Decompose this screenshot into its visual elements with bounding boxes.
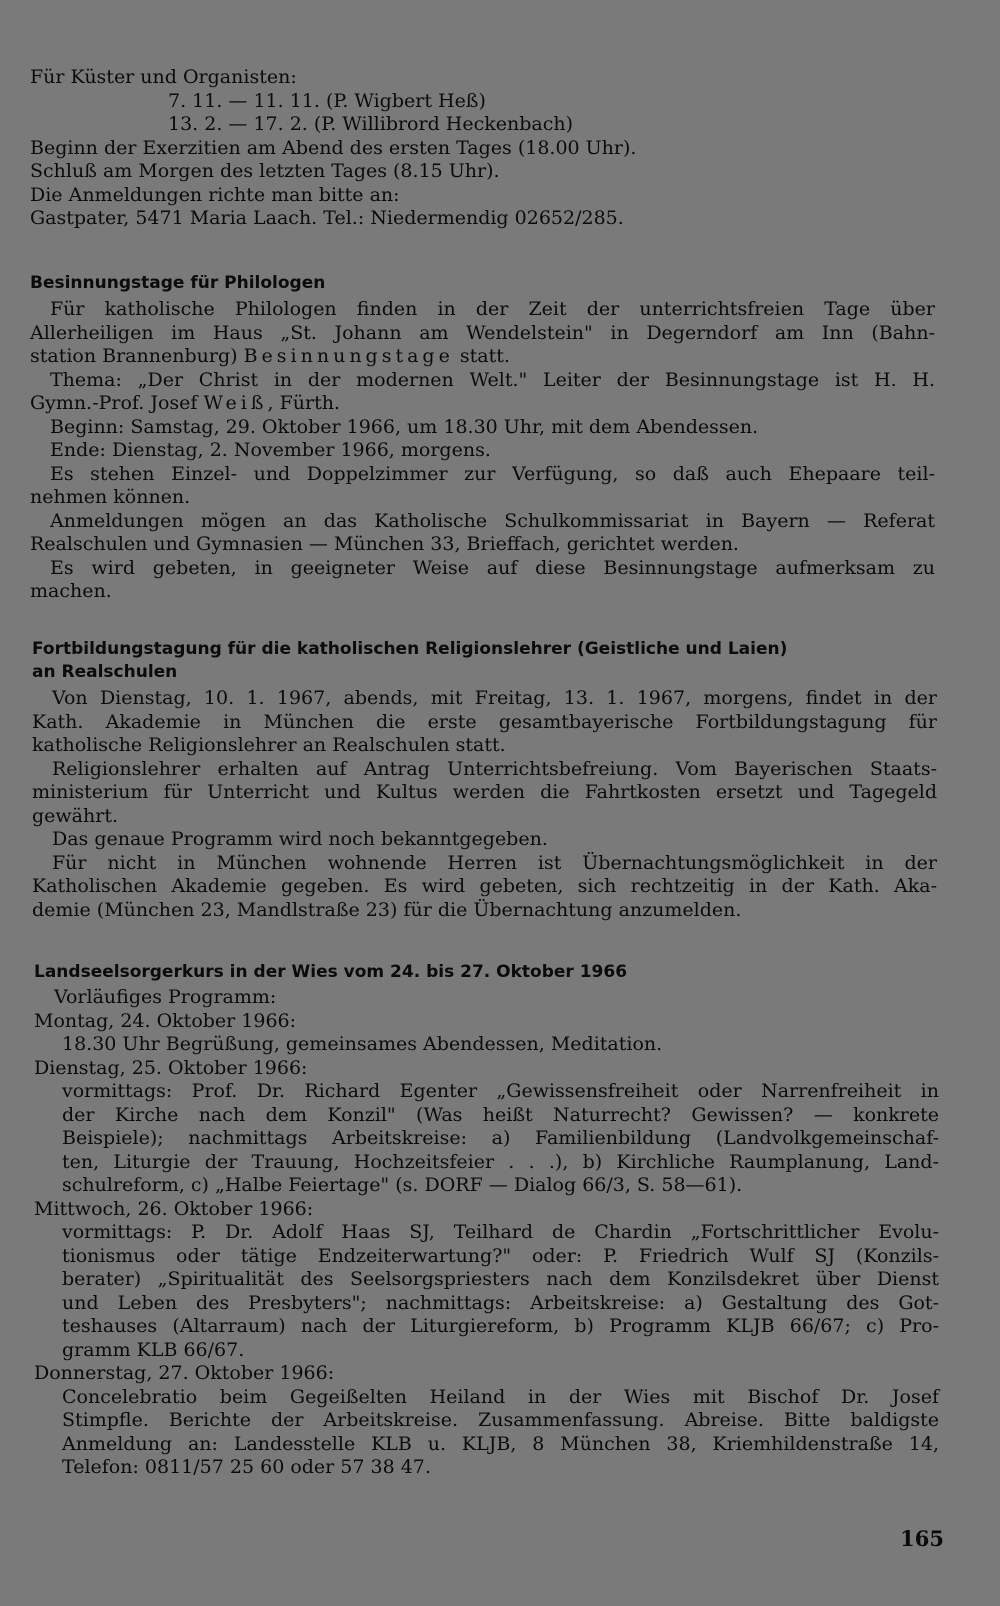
text-line: gewährt. [32,804,118,827]
program-line: Stimpfle. Berichte der Arbeitskreise. Zusammenfassung. Abreise. Bitte baldigste [62,1409,939,1431]
text-line: Von Dienstag, 10. 1. 1967, abends, mit Freitag, 13. 1. 1967, morgens, findet in der [52,687,937,709]
text-fragment: station Brannenburg) [30,345,238,367]
text-fragment: statt. [459,345,510,367]
section-heading: Landseelsorgerkurs in der Wies vom 24. bis 27. Oktober 1966 [34,962,628,982]
day-heading: Mittwoch, 26. Oktober 1966: [34,1197,314,1220]
day-heading: Donnerstag, 27. Oktober 1966: [34,1362,335,1384]
section-fortbildung [32,638,937,922]
section-heading: Besinnungstage für Philologen [30,273,326,293]
program-line: tionismus oder tätige Endzeiterwartung?" oder: P. Friedrich Wulf SJ (Konzils- [62,1244,939,1267]
text-line: Für nicht in München wohnende Herren ist Übernachtungsmöglichkeit in der [52,851,937,874]
text-line: Es wird gebeten, in geeigneter Weise auf diese Besinnungstage aufmerksam zu [50,556,935,579]
text-line: Anmeldungen mögen an das Katholische Schulkommissariat in Bayern — Referat [50,509,935,532]
text-line: Allerheiligen im Haus „St. Johann am Wendelstein" in Degerndorf am Inn (Bahn- [30,321,935,344]
text-line: Ende: Dienstag, 2. November 1966, morgens. [50,439,491,461]
text-line: Beginn: Samstag, 29. Oktober 1966, um 18.30 Uhr, mit dem Abendessen. [50,415,759,438]
spaced-term: Besinnungstage [243,345,454,367]
program-line: schulreform, c) „Halbe Feiertage" (s. DORF — Dialog 66/3, S. 58—61). [62,1174,743,1196]
section-kuester [30,66,935,231]
day-heading: Montag, 24. Oktober 1966: [34,1009,297,1032]
section-heading-cont: an Realschulen [32,662,178,682]
program-line: 18.30 Uhr Begrüßung, gemeinsames Abendessen, Meditation. [62,1033,663,1055]
text-line: katholische Religionslehrer an Realschulen statt. [32,734,506,756]
text-line: Katholischen Akademie gegeben. Es wird gebeten, sich rechtzeitig in der Kath. Aka- [32,875,937,897]
date-line: 13. 2. — 17. 2. (P. Willibrord Heckenbach) [168,113,574,135]
program-line: ten, Liturgie der Trauung, Hochzeitsfeier . . .), b) Kirchliche Raumplanung, Land- [62,1150,939,1173]
program-subheading: Vorläufiges Programm: [54,986,277,1008]
day-heading: Dienstag, 25. Oktober 1966: [34,1056,308,1079]
program-line: Beispiele); nachmittags Arbeitskreise: a) Familienbildung (Landvolkgemeinschaf- [62,1127,939,1149]
text-line: Religionslehrer erhalten auf Antrag Unterrichtsbefreiung. Vom Bayerischen Staats- [52,757,937,780]
section-landseelsorge [34,961,939,1480]
text-line: Thema: „Der Christ in der modernen Welt." Leiter der Besinnungstage ist H. H. [50,368,935,391]
text-line: nehmen können. [30,486,191,508]
date-line: 7. 11. — 11. 11. (P. Wigbert Heß) [168,89,486,112]
program-line: vormittags: P. Dr. Adolf Haas SJ, Teilhard de Chardin „Fortschrittlicher Evolu- [62,1221,939,1243]
program-line: teshauses (Altarraum) nach der Liturgiereform, b) Programm KLJB 66/67; c) Pro- [62,1315,939,1337]
text-line: Beginn der Exerzitien am Abend des ersten Tages (18.00 Uhr). [30,136,637,159]
program-line: der Kirche nach dem Konzil" (Was heißt Naturrecht? Gewissen? — konkrete [62,1103,939,1126]
text-line: Gastpater, 5471 Maria Laach. Tel.: Niedermendig 02652/285. [30,207,624,229]
spaced-name: Weiß [203,392,268,414]
text-line: demie (München 23, Mandlstraße 23) für die Übernachtung anzumelden. [32,898,742,921]
program-line: vormittags: Prof. Dr. Richard Egenter „Gewissensfreiheit oder Narrenfreiheit in [62,1080,939,1102]
text-line: Schluß am Morgen des letzten Tages (8.15 Uhr). [30,160,500,182]
program-line: und Leben des Presbyters"; nachmittags: Arbeitskreise: a) Gestaltung des Got- [62,1291,939,1314]
text-line: Für katholische Philologen finden in der Zeit der unterrichtsfreien Tage über [50,298,935,320]
text-fragment: Gymn.-Prof. Josef [30,392,198,414]
text-fragment: , Fürth. [267,392,340,414]
page-number: 165 [900,1526,944,1551]
section-heading: Fortbildungstagung für die katholischen Religionslehrer (Geistliche und Laien) [32,639,788,659]
text-line: machen. [30,580,112,602]
section-philologen [30,272,935,604]
text-line: Realschulen und Gymnasien — München 33, Brieffach, gerichtet werden. [30,533,739,555]
text-line: Es stehen Einzel- und Doppelzimmer zur Verfügung, so daß auch Ehepaare teil- [50,462,935,485]
program-line: Anmeldung an: Landesstelle KLB u. KLJB, 8 München 38, Kriemhildenstraße 14, [62,1432,939,1455]
text-line [30,345,935,369]
text-line: ministerium für Unterricht und Kultus werden die Fahrtkosten ersetzt und Tagegeld [32,781,937,803]
text-line: Das genaue Programm wird noch bekanntgegeben. [52,828,548,850]
text-line: Die Anmeldungen richte man bitte an: [30,183,400,206]
text-line: Kath. Akademie in München die erste gesamtbayerische Fortbildungstagung für [32,710,937,733]
program-line: gramm KLB 66/67. [62,1338,245,1361]
section-heading: Für Küster und Organisten: [30,66,297,88]
program-line: Concelebratio beim Gegeißelten Heiland in der Wies mit Bischof Dr. Josef [62,1385,939,1408]
program-line: berater) „Spiritualität des Seelsorgspriesters nach dem Konzilsdekret über Dienst [62,1268,939,1290]
text-line [30,392,935,416]
program-line: Telefon: 0811/57 25 60 oder 57 38 47. [62,1456,431,1478]
